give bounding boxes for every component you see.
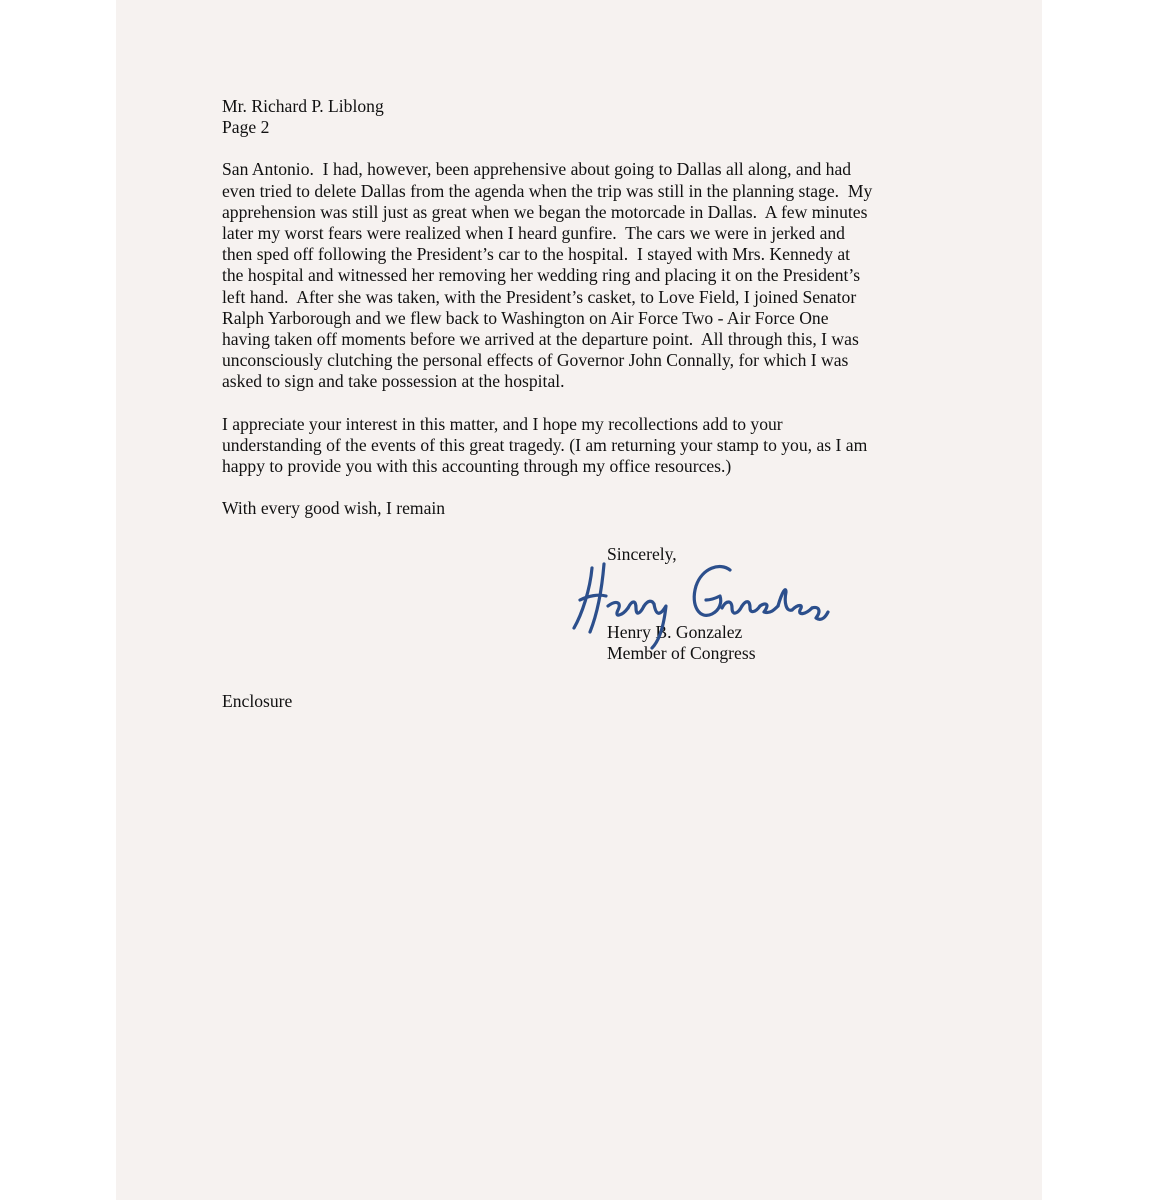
paragraph-line: San Antonio. I had, however, been apprehensive about going to Dallas all along, and had <box>222 159 852 180</box>
handwritten-signature <box>560 530 840 660</box>
paragraph-line: Ralph Yarborough and we flew back to Washington on Air Force Two - Air Force One <box>222 307 829 328</box>
paragraph-line: apprehension was still just as great when we began the motorcade in Dallas. A few minutes <box>222 201 868 222</box>
paragraph-line: having taken off moments before we arrived at the departure point. All through this, I was <box>222 329 859 350</box>
paragraph-2 <box>222 414 962 478</box>
recipient-line: Mr. Richard P. Liblong <box>222 96 384 116</box>
paragraph-3 <box>222 498 962 519</box>
paragraph-line: asked to sign and take possession at the hospital. <box>222 371 565 392</box>
closing-salutation: Sincerely, <box>607 544 677 564</box>
paragraph-line: happy to provide you with this accounting through my office resources.) <box>222 456 732 477</box>
paragraph-line: unconsciously clutching the personal effects of Governor John Connally, for which I was <box>222 350 849 371</box>
page-number: Page 2 <box>222 117 270 138</box>
paragraph-1 <box>222 159 962 392</box>
paragraph-line: even tried to delete Dallas from the agenda when the trip was still in the planning stage. My <box>222 180 873 201</box>
enclosure-note: Enclosure <box>222 691 293 711</box>
signer-name: Henry B. Gonzalez <box>607 622 743 642</box>
letter-body <box>222 96 962 540</box>
paragraph-line: the hospital and witnessed her removing her wedding ring and placing it on the President’s <box>222 265 861 286</box>
paragraph-line: left hand. After she was taken, with the President’s casket, to Love Field, I joined Senator <box>222 286 857 307</box>
paragraph-line: I appreciate your interest in this matter, and I hope my recollections add to your <box>222 413 783 434</box>
signer-title: Member of Congress <box>607 643 756 663</box>
paragraph-line: later my worst fears were realized when I heard gunfire. The cars we were in jerked and <box>222 223 845 244</box>
paragraph-line: then sped off following the President’s car to the hospital. I stayed with Mrs. Kennedy at <box>222 244 851 265</box>
paragraph-line: understanding of the events of this great tragedy. (I am returning your stamp to you, as I am <box>222 434 868 455</box>
letter-header <box>222 96 962 138</box>
valediction-line: With every good wish, I remain <box>222 498 446 519</box>
